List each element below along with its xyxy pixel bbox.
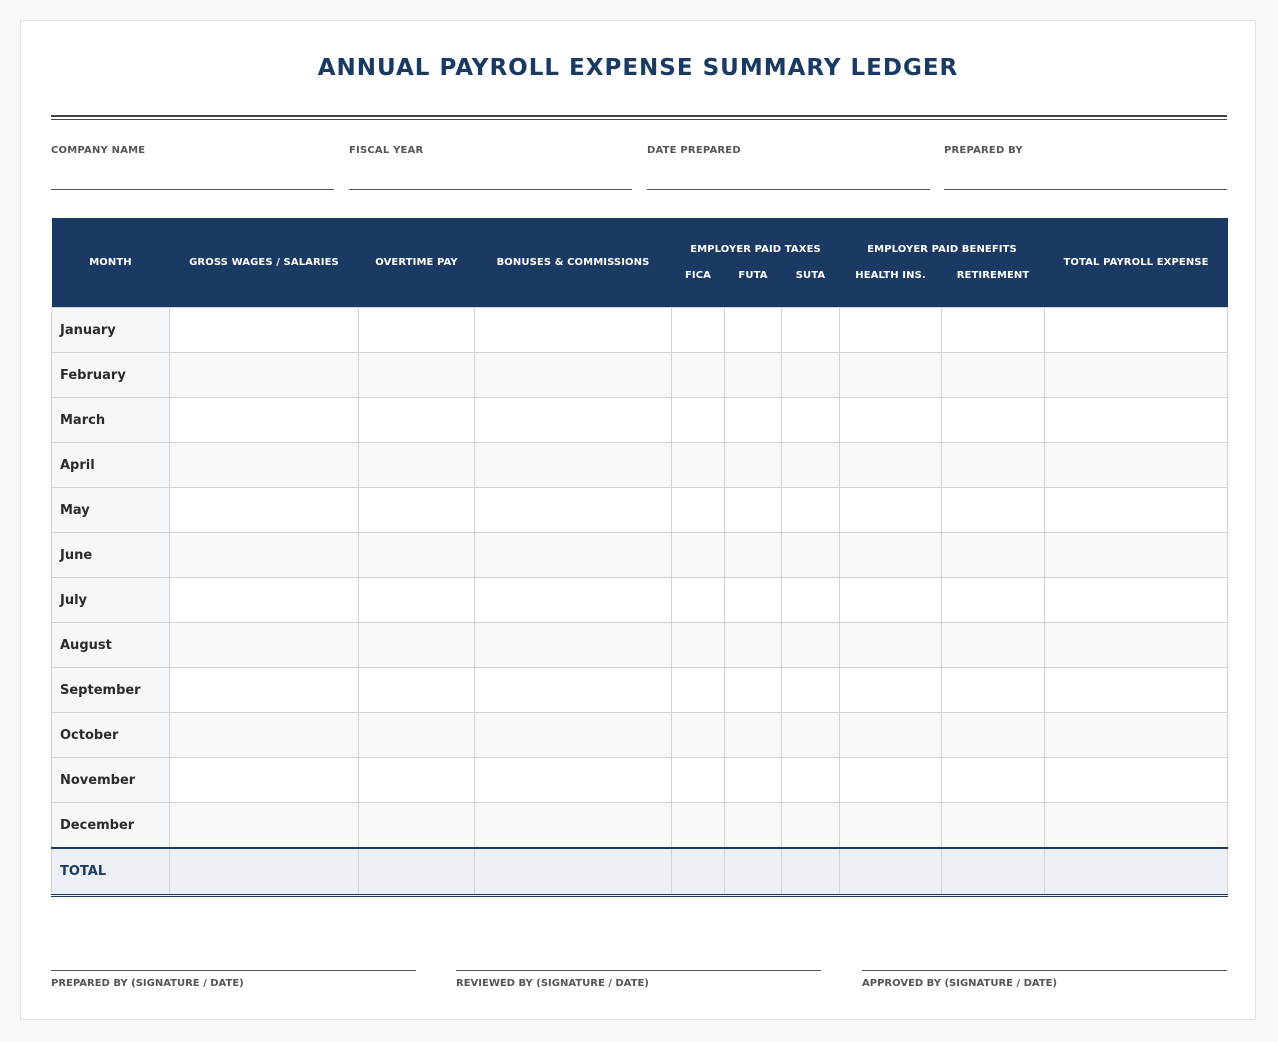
ledger-cell[interactable] [672, 488, 725, 533]
ledger-cell[interactable] [942, 533, 1045, 578]
ledger-cell[interactable] [840, 533, 942, 578]
ledger-cell[interactable] [942, 488, 1045, 533]
ledger-cell[interactable] [840, 443, 942, 488]
ledger-cell[interactable] [782, 533, 840, 578]
ledger-cell[interactable] [359, 443, 475, 488]
ledger-cell[interactable] [725, 488, 782, 533]
total-cell[interactable] [672, 848, 725, 896]
month-row [52, 668, 1228, 713]
month-label: December [52, 803, 170, 849]
ledger-cell[interactable] [782, 578, 840, 623]
ledger-cell[interactable] [475, 713, 672, 758]
ledger-cell[interactable] [725, 623, 782, 668]
month-label: February [52, 353, 170, 398]
ledger-cell[interactable] [1045, 803, 1228, 849]
ledger-cell[interactable] [170, 668, 359, 713]
company-name-label: COMPANY NAME [51, 145, 146, 156]
header-employer-benefits: EMPLOYER PAID BENEFITS [840, 218, 1045, 259]
month-label: April [52, 443, 170, 488]
total-cell[interactable] [359, 848, 475, 896]
ledger-cell[interactable] [672, 533, 725, 578]
ledger-cell[interactable] [840, 308, 942, 353]
ledger-cell[interactable] [672, 578, 725, 623]
header-futa: FUTA [725, 259, 782, 308]
ledger-cell[interactable] [725, 578, 782, 623]
header-month: MONTH [52, 218, 170, 308]
ledger-cell[interactable] [359, 668, 475, 713]
ledger-cell[interactable] [725, 308, 782, 353]
header-overtime-pay: OVERTIME PAY [359, 218, 475, 308]
ledger-cell[interactable] [170, 803, 359, 849]
ledger-cell[interactable] [359, 623, 475, 668]
header-employer-taxes: EMPLOYER PAID TAXES [672, 218, 840, 259]
ledger-cell[interactable] [475, 398, 672, 443]
ledger-cell[interactable] [170, 488, 359, 533]
ledger-cell[interactable] [942, 443, 1045, 488]
ledger-cell[interactable] [672, 758, 725, 803]
ledger-cell[interactable] [359, 533, 475, 578]
ledger-cell[interactable] [1045, 533, 1228, 578]
header-health-ins: HEALTH INS. [840, 259, 942, 308]
ledger-cell[interactable] [475, 443, 672, 488]
ledger-cell[interactable] [782, 443, 840, 488]
month-label: July [52, 578, 170, 623]
ledger-cell[interactable] [840, 803, 942, 849]
ledger-cell[interactable] [782, 623, 840, 668]
ledger-cell[interactable] [942, 353, 1045, 398]
payroll-ledger-table [51, 218, 1228, 897]
ledger-cell[interactable] [782, 758, 840, 803]
month-row [52, 353, 1228, 398]
total-label: TOTAL [52, 848, 170, 896]
ledger-cell[interactable] [359, 758, 475, 803]
month-row [52, 623, 1228, 668]
ledger-cell[interactable] [725, 713, 782, 758]
ledger-sheet [20, 20, 1256, 1020]
month-row [52, 533, 1228, 578]
ledger-cell[interactable] [1045, 443, 1228, 488]
ledger-cell[interactable] [475, 488, 672, 533]
month-row [52, 398, 1228, 443]
prepared-signature-line[interactable] [51, 970, 416, 989]
month-label: October [52, 713, 170, 758]
ledger-cell[interactable] [672, 623, 725, 668]
approved-signature-label: APPROVED BY (SIGNATURE / DATE) [862, 978, 1058, 989]
ledger-cell[interactable] [170, 713, 359, 758]
reviewed-signature-line[interactable] [456, 970, 821, 989]
ledger-cell[interactable] [359, 488, 475, 533]
month-label: August [52, 623, 170, 668]
ledger-cell[interactable] [170, 308, 359, 353]
approved-signature-line[interactable] [862, 970, 1227, 989]
ledger-cell[interactable] [942, 623, 1045, 668]
ledger-cell[interactable] [1045, 398, 1228, 443]
total-cell[interactable] [782, 848, 840, 896]
ledger-cell[interactable] [170, 623, 359, 668]
fiscal-year-field[interactable] [349, 145, 632, 190]
total-cell[interactable] [725, 848, 782, 896]
ledger-cell[interactable] [475, 668, 672, 713]
ledger-cell[interactable] [782, 488, 840, 533]
month-label: June [52, 533, 170, 578]
ledger-cell[interactable] [782, 353, 840, 398]
ledger-cell[interactable] [1045, 308, 1228, 353]
ledger-cell[interactable] [840, 353, 942, 398]
ledger-cell[interactable] [1045, 623, 1228, 668]
ledger-cell[interactable] [672, 398, 725, 443]
month-label: May [52, 488, 170, 533]
month-label: March [52, 398, 170, 443]
date-prepared-label: DATE PREPARED [647, 145, 741, 156]
month-label: January [52, 308, 170, 353]
ledger-cell[interactable] [170, 578, 359, 623]
ledger-cell[interactable] [1045, 353, 1228, 398]
ledger-cell[interactable] [942, 578, 1045, 623]
ledger-cell[interactable] [170, 443, 359, 488]
ledger-cell[interactable] [840, 398, 942, 443]
ledger-cell[interactable] [475, 353, 672, 398]
reviewed-signature-label: REVIEWED BY (SIGNATURE / DATE) [456, 978, 649, 989]
total-cell[interactable] [840, 848, 942, 896]
ledger-cell[interactable] [359, 713, 475, 758]
ledger-cell[interactable] [672, 668, 725, 713]
ledger-cell[interactable] [672, 353, 725, 398]
ledger-cell[interactable] [725, 668, 782, 713]
header-gross-wages: GROSS WAGES / SALARIES [170, 218, 359, 308]
ledger-cell[interactable] [1045, 668, 1228, 713]
ledger-cell[interactable] [170, 533, 359, 578]
ledger-cell[interactable] [725, 803, 782, 849]
ledger-cell[interactable] [725, 353, 782, 398]
total-row [52, 848, 1228, 896]
ledger-cell[interactable] [840, 488, 942, 533]
ledger-cell[interactable] [475, 308, 672, 353]
total-cell[interactable] [475, 848, 672, 896]
ledger-cell[interactable] [1045, 578, 1228, 623]
header-bonuses: BONUSES & COMMISSIONS [475, 218, 672, 308]
ledger-cell[interactable] [672, 713, 725, 758]
ledger-cell[interactable] [359, 398, 475, 443]
ledger-cell[interactable] [942, 308, 1045, 353]
ledger-cell[interactable] [170, 353, 359, 398]
ledger-cell[interactable] [475, 803, 672, 849]
ledger-cell[interactable] [942, 398, 1045, 443]
date-prepared-field[interactable] [647, 145, 930, 190]
header-suta: SUTA [782, 259, 840, 308]
ledger-cell[interactable] [475, 758, 672, 803]
month-row [52, 713, 1228, 758]
ledger-cell[interactable] [782, 668, 840, 713]
month-label: September [52, 668, 170, 713]
ledger-cell[interactable] [725, 758, 782, 803]
month-row [52, 443, 1228, 488]
ledger-cell[interactable] [1045, 488, 1228, 533]
ledger-cell[interactable] [359, 578, 475, 623]
header-total-payroll: TOTAL PAYROLL EXPENSE [1045, 218, 1228, 308]
ledger-cell[interactable] [942, 713, 1045, 758]
company-name-field[interactable] [51, 145, 334, 190]
ledger-cell[interactable] [840, 713, 942, 758]
prepared-by-label: PREPARED BY [944, 145, 1023, 156]
ledger-cell[interactable] [475, 578, 672, 623]
ledger-cell[interactable] [840, 578, 942, 623]
ledger-cell[interactable] [840, 623, 942, 668]
total-cell[interactable] [170, 848, 359, 896]
month-row [52, 758, 1228, 803]
ledger-cell[interactable] [942, 803, 1045, 849]
ledger-cell[interactable] [672, 308, 725, 353]
fiscal-year-label: FISCAL YEAR [349, 145, 424, 156]
ledger-cell[interactable] [942, 758, 1045, 803]
ledger-cell[interactable] [475, 533, 672, 578]
month-row [52, 308, 1228, 353]
ledger-cell[interactable] [672, 443, 725, 488]
ledger-cell[interactable] [942, 668, 1045, 713]
header-retirement: RETIREMENT [942, 259, 1045, 308]
header-fica: FICA [672, 259, 725, 308]
ledger-cell[interactable] [672, 803, 725, 849]
month-row [52, 803, 1228, 849]
ledger-cell[interactable] [725, 443, 782, 488]
ledger-cell[interactable] [1045, 713, 1228, 758]
ledger-cell[interactable] [782, 803, 840, 849]
total-cell[interactable] [942, 848, 1045, 896]
ledger-cell[interactable] [782, 398, 840, 443]
prepared-signature-label: PREPARED BY (SIGNATURE / DATE) [51, 978, 244, 989]
prepared-by-field[interactable] [944, 145, 1227, 190]
ledger-cell[interactable] [170, 398, 359, 443]
ledger-body [52, 308, 1228, 849]
ledger-cell[interactable] [725, 398, 782, 443]
ledger-cell[interactable] [359, 353, 475, 398]
ledger-cell[interactable] [475, 623, 672, 668]
month-label: November [52, 758, 170, 803]
month-row [52, 488, 1228, 533]
ledger-cell[interactable] [359, 308, 475, 353]
ledger-cell[interactable] [359, 803, 475, 849]
ledger-cell[interactable] [170, 758, 359, 803]
ledger-cell[interactable] [840, 758, 942, 803]
ledger-cell[interactable] [840, 668, 942, 713]
ledger-cell[interactable] [1045, 758, 1228, 803]
month-row [52, 578, 1228, 623]
title-double-rule [51, 115, 1227, 120]
total-cell[interactable] [1045, 848, 1228, 896]
page-title: ANNUAL PAYROLL EXPENSE SUMMARY LEDGER [317, 55, 959, 81]
ledger-cell[interactable] [725, 533, 782, 578]
ledger-cell[interactable] [782, 308, 840, 353]
ledger-cell[interactable] [782, 713, 840, 758]
